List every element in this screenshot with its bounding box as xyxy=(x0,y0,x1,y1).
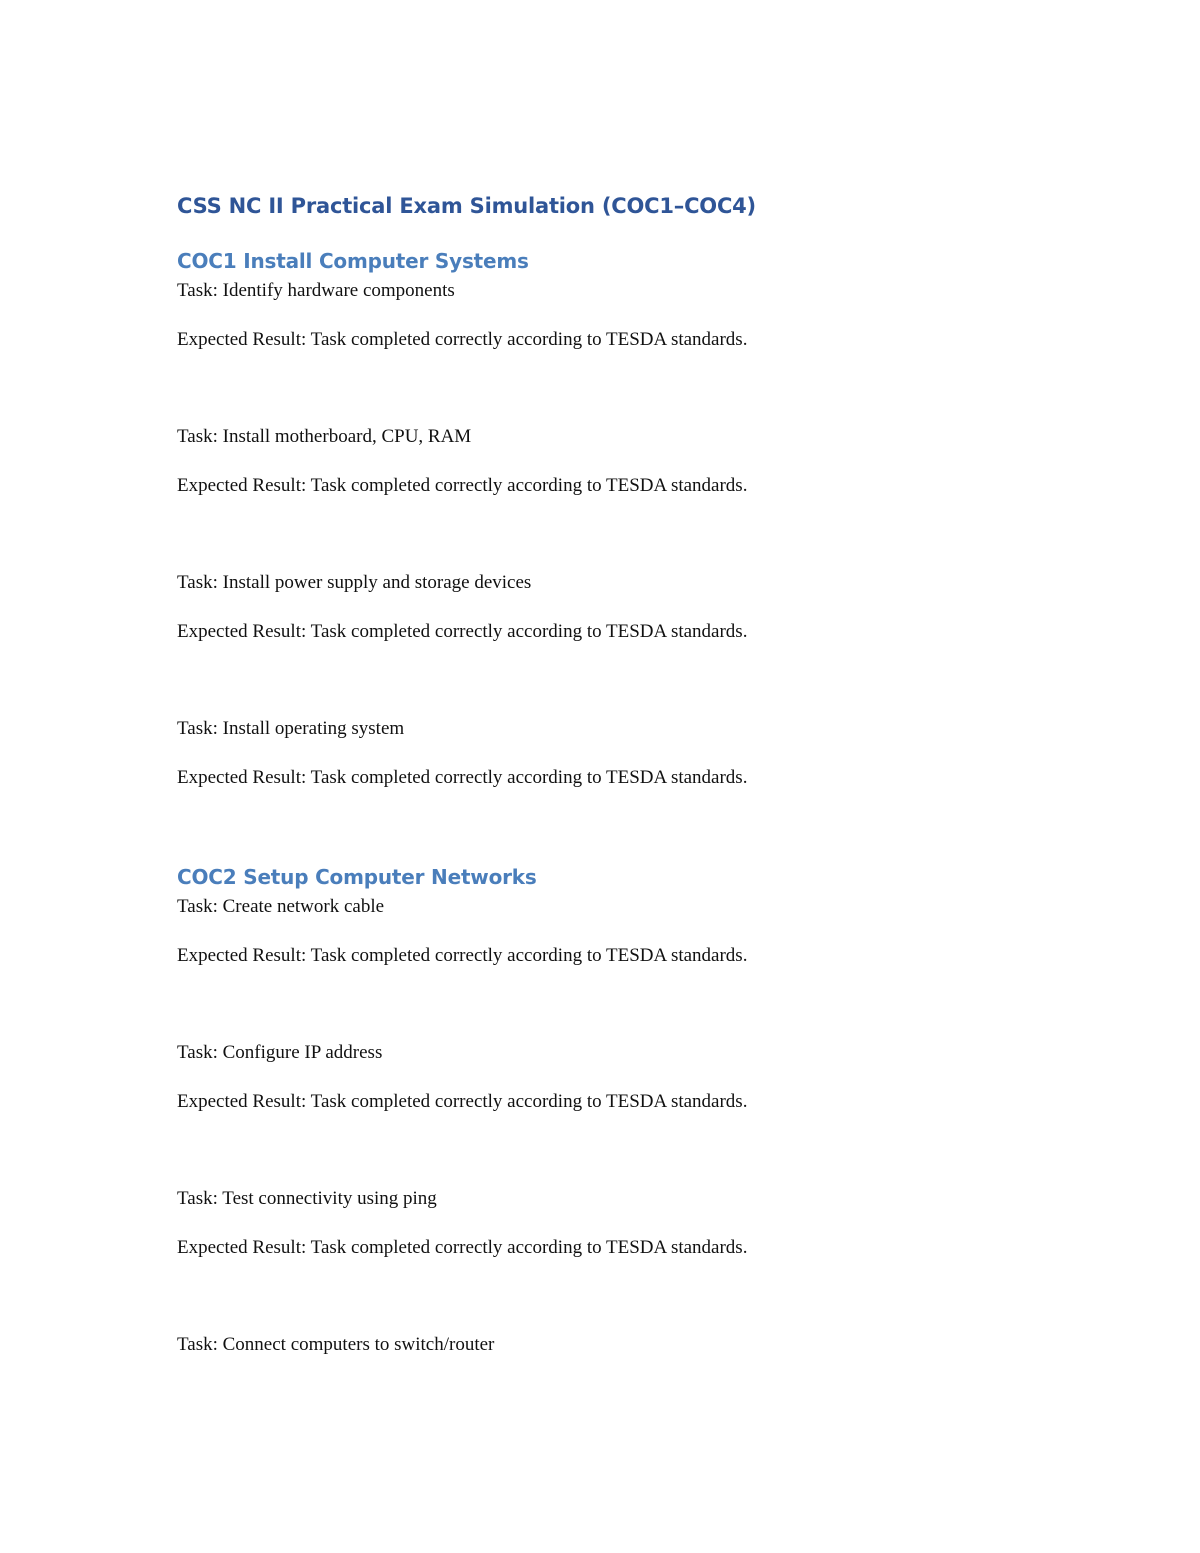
task-block xyxy=(177,1332,1057,1358)
section-coc1 xyxy=(177,246,1057,791)
expected-result-line: Expected Result: Task completed correctly according to TESDA standards. xyxy=(177,1237,748,1258)
expected-result-line: Expected Result: Task completed correctly according to TESDA standards. xyxy=(177,621,748,642)
task-line: Task: Install power supply and storage devices xyxy=(177,572,532,593)
task-block xyxy=(177,1186,1057,1261)
task-line: Task: Create network cable xyxy=(177,896,385,917)
expected-result-line: Expected Result: Task completed correctly according to TESDA standards. xyxy=(177,329,748,350)
task-line: Task: Install motherboard, CPU, RAM xyxy=(177,426,472,447)
task-block xyxy=(177,716,1057,791)
task-line: Task: Connect computers to switch/router xyxy=(177,1334,495,1355)
document-body xyxy=(177,190,1057,1358)
section-heading: COC1 Install Computer Systems xyxy=(177,249,529,273)
task-block xyxy=(177,424,1057,499)
title-wrapper xyxy=(177,190,1057,246)
task-line: Task: Test connectivity using ping xyxy=(177,1188,437,1209)
task-block xyxy=(177,1040,1057,1115)
task-line: Task: Identify hardware components xyxy=(177,280,455,301)
document-title: CSS NC II Practical Exam Simulation (COC1–COC4) xyxy=(177,194,756,218)
expected-result-line: Expected Result: Task completed correctly according to TESDA standards. xyxy=(177,945,748,966)
task-line: Task: Install operating system xyxy=(177,718,405,739)
expected-result-line: Expected Result: Task completed correctly according to TESDA standards. xyxy=(177,475,748,496)
expected-result-line: Expected Result: Task completed correctly according to TESDA standards. xyxy=(177,1091,748,1112)
section-heading: COC2 Setup Computer Networks xyxy=(177,865,537,889)
task-line: Task: Configure IP address xyxy=(177,1042,383,1063)
task-block xyxy=(177,570,1057,645)
expected-result-line: Expected Result: Task completed correctly according to TESDA standards. xyxy=(177,767,748,788)
task-block xyxy=(177,278,1057,353)
task-block xyxy=(177,894,1057,969)
section-coc2 xyxy=(177,862,1057,1358)
